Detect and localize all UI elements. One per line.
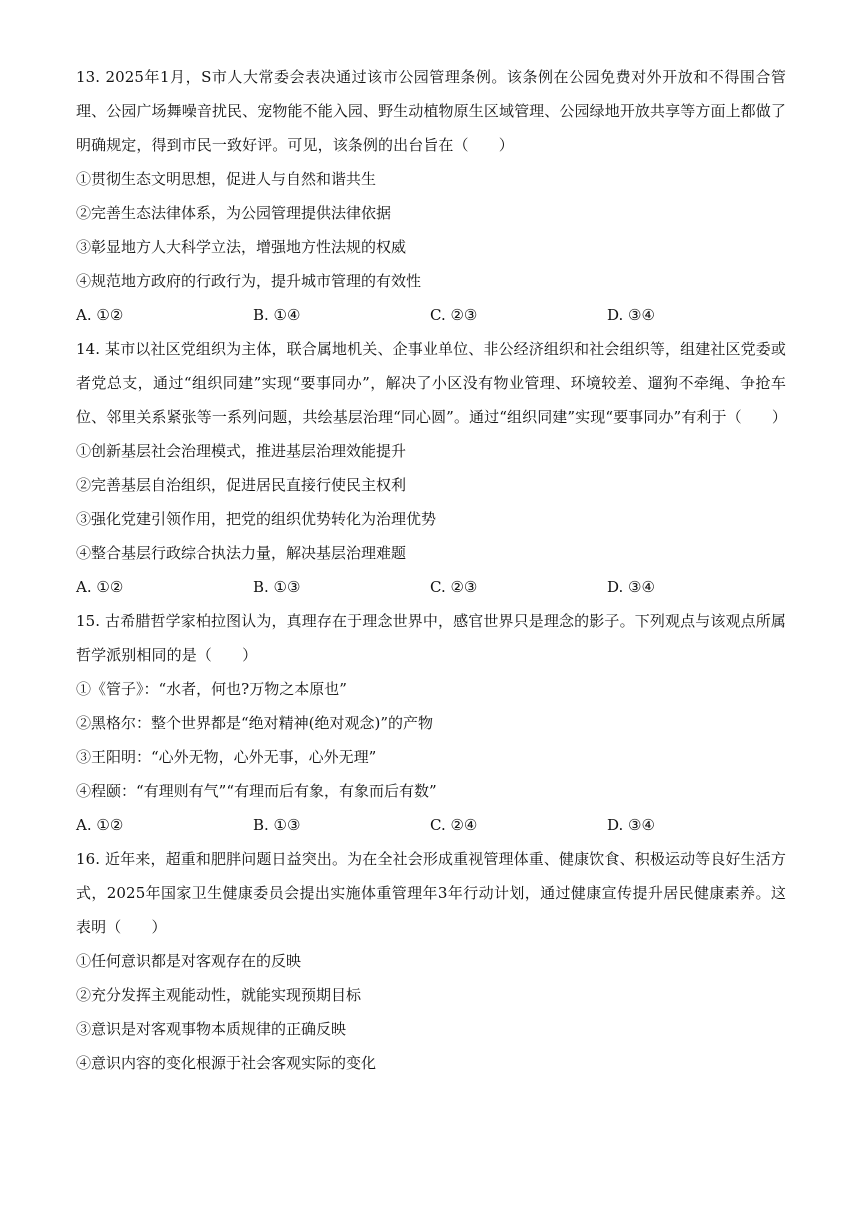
option-1: ①《管子》：“水者，何也?万物之本原也” (76, 680, 347, 698)
answer-choices (76, 298, 786, 332)
question-stem: 16. 近年来，超重和肥胖问题日益突出。为在全社会形成重视管理体重、健康饮食、积极运动等良好生活方式，2025年国家卫生健康委员会提出实施体重管理年3年行动计划，通过健康宣传提升居民健康素养。这表明（ ） (76, 850, 786, 936)
answer-choices (76, 570, 786, 604)
option-3: ③彰显地方人大科学立法，增强地方性法规的权威 (76, 238, 407, 256)
answer-c: C. ②④ (430, 816, 478, 834)
question-16 (76, 842, 786, 1080)
answer-d: D. ③④ (607, 816, 655, 834)
question-13 (76, 60, 786, 332)
option-1: ①创新基层社会治理模式，推进基层治理效能提升 (76, 442, 407, 460)
option-4: ④规范地方政府的行政行为，提升城市管理的有效性 (76, 272, 422, 290)
option-1: ①贯彻生态文明思想，促进人与自然和谐共生 (76, 170, 377, 188)
answer-choices (76, 808, 786, 842)
question-14 (76, 332, 786, 604)
answer-b: B. ①④ (253, 306, 301, 324)
option-4: ④程颐：“有理则有气”“有理而后有象，有象而后有数” (76, 782, 437, 800)
answer-b: B. ①③ (253, 578, 301, 596)
answer-b: B. ①③ (253, 816, 301, 834)
answer-a: A. ①② (76, 816, 124, 834)
option-2: ②完善生态法律体系，为公园管理提供法律依据 (76, 204, 392, 222)
option-2: ②完善基层自治组织，促进居民直接行使民主权利 (76, 476, 407, 494)
option-2: ②黑格尔：整个世界都是“绝对精神(绝对观念)”的产物 (76, 714, 434, 732)
answer-a: A. ①② (76, 578, 124, 596)
option-4: ④意识内容的变化根源于社会客观实际的变化 (76, 1054, 377, 1072)
answer-c: C. ②③ (430, 578, 478, 596)
document-page (76, 60, 786, 1080)
answer-a: A. ①② (76, 306, 124, 324)
answer-d: D. ③④ (607, 306, 655, 324)
question-stem: 14. 某市以社区党组织为主体，联合属地机关、企事业单位、非公经济组织和社会组织等，组建社区党委或者党总支，通过“组织同建”实现“要事同办”，解决了小区没有物业管理、环境较差、遛狗不牵绳、争抢车位、邻里关系紧张等一系列问题，共绘基层治理“同心圆”。通过“组织同建”实现“要事同办”有利于（ ） (76, 340, 788, 426)
option-3: ③意识是对客观事物本质规律的正确反映 (76, 1020, 347, 1038)
option-1: ①任何意识都是对客观存在的反映 (76, 952, 302, 970)
question-stem: 15. 古希腊哲学家柏拉图认为，真理存在于理念世界中，感官世界只是理念的影子。下列观点与该观点所属哲学派别相同的是（ ） (76, 612, 786, 664)
option-3: ③王阳明：“心外无物，心外无事，心外无理” (76, 748, 377, 766)
option-3: ③强化党建引领作用，把党的组织优势转化为治理优势 (76, 510, 437, 528)
question-15 (76, 604, 786, 842)
option-2: ②充分发挥主观能动性，就能实现预期目标 (76, 986, 362, 1004)
question-stem: 13. 2025年1月，S市人大常委会表决通过该市公园管理条例。该条例在公园免费对外开放和不得围合管理、公园广场舞噪音扰民、宠物能不能入园、野生动植物原生区域管理、公园绿地开放共享等方面上都做了明确规定，得到市民一致好评。可见，该条例的出台旨在（ ） (76, 68, 786, 154)
option-4: ④整合基层行政综合执法力量，解决基层治理难题 (76, 544, 407, 562)
answer-c: C. ②③ (430, 306, 478, 324)
answer-d: D. ③④ (607, 578, 655, 596)
